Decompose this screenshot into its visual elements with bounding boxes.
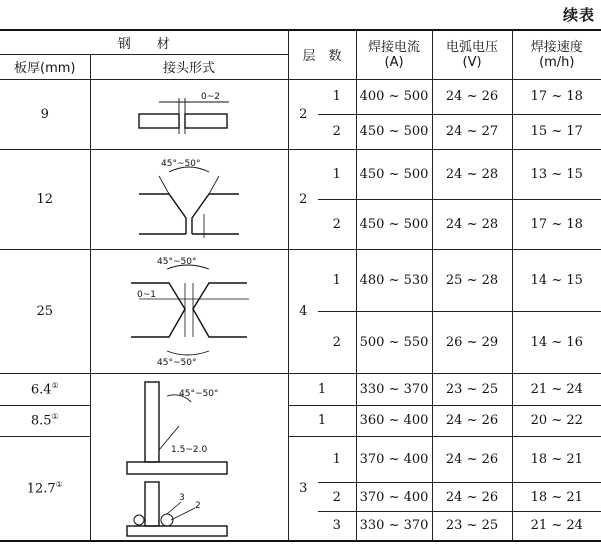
thickness-cell: [0, 436, 90, 541]
pass-number: 2: [318, 114, 356, 149]
voltage-cell: 24 ~ 26: [432, 483, 512, 512]
current-cell: 360 ~ 400: [356, 405, 432, 436]
pass-label-3: 3: [179, 492, 185, 503]
voltage-cell: 24 ~ 26: [432, 79, 512, 114]
thickness-cell: [0, 405, 90, 436]
thickness-header: 板厚(mm): [0, 54, 90, 79]
current-header-unit: (A): [384, 54, 404, 70]
current-cell: 450 ~ 500: [356, 114, 432, 149]
speed-cell: 18 ~ 21: [512, 483, 601, 512]
speed-header: [512, 30, 601, 79]
voltage-cell: 26 ~ 29: [432, 311, 512, 373]
voltage-cell: 23 ~ 25: [432, 373, 512, 405]
thickness-cell: [0, 373, 90, 405]
current-cell: 450 ~ 500: [356, 199, 432, 249]
pass-number: 1: [318, 249, 356, 311]
current-header: [356, 30, 432, 79]
pass-label-2: 2: [195, 500, 201, 511]
current-cell: 480 ~ 530: [356, 249, 432, 311]
pass-number: 3: [318, 512, 356, 541]
speed-cell: 21 ~ 24: [512, 512, 601, 541]
steel-header: 钢 材: [0, 30, 288, 54]
current-cell: 450 ~ 500: [356, 149, 432, 199]
joint-diagram-cell: [90, 79, 288, 149]
layers-cell: 4: [288, 249, 318, 373]
speed-header-unit: (m/h): [539, 54, 575, 70]
current-cell: 330 ~ 370: [356, 373, 432, 405]
speed-cell: 15 ~ 17: [512, 114, 601, 149]
joint-diagram-v-groove: [129, 154, 249, 244]
layers-cell: 2: [288, 79, 318, 149]
thickness-cell: 25: [0, 249, 90, 373]
pass-number: 1: [318, 79, 356, 114]
voltage-cell: 24 ~ 28: [432, 199, 512, 249]
pass-number: 2: [318, 311, 356, 373]
speed-cell: 13 ~ 15: [512, 149, 601, 199]
leg-label: 1.5~2.0: [171, 444, 208, 455]
thickness-cell: 12: [0, 149, 90, 249]
current-cell: 330 ~ 370: [356, 512, 432, 541]
voltage-cell: 25 ~ 28: [432, 249, 512, 311]
speed-cell: 14 ~ 15: [512, 249, 601, 311]
angle-label-bottom: 45°~50°: [157, 358, 197, 368]
joint-diagram-cell: [90, 373, 288, 541]
joint-diagram-square-butt: [129, 84, 249, 144]
voltage-header-unit: (V): [462, 54, 482, 70]
pass-number: 1: [318, 436, 356, 483]
gap-label: 0~2: [201, 92, 220, 102]
voltage-cell: 24 ~ 26: [432, 436, 512, 483]
current-header-label: 焊接电流: [368, 39, 421, 55]
angle-label: 45°~50°: [161, 159, 201, 169]
voltage-cell: 23 ~ 25: [432, 512, 512, 541]
angle-label: 45°~50°: [179, 388, 219, 399]
speed-cell: 17 ~ 18: [512, 199, 601, 249]
speed-header-label: 焊接速度: [530, 39, 583, 55]
layers-cell: 2: [288, 149, 318, 249]
voltage-cell: 24 ~ 28: [432, 149, 512, 199]
footnote-marker: ①: [55, 479, 63, 489]
angle-label-top: 45°~50°: [157, 257, 197, 267]
current-cell: 500 ~ 550: [356, 311, 432, 373]
voltage-cell: 24 ~ 27: [432, 114, 512, 149]
thickness-cell: 9: [0, 79, 90, 149]
layers-cell: 1: [288, 373, 356, 405]
gap-label: 0~1: [137, 290, 156, 300]
footnote-marker: ①: [51, 380, 59, 390]
speed-cell: 21 ~ 24: [512, 373, 601, 405]
layers-header: 层 数: [288, 30, 356, 79]
thickness-value: 6.4: [30, 382, 52, 398]
speed-cell: 14 ~ 16: [512, 311, 601, 373]
current-cell: 370 ~ 400: [356, 483, 432, 512]
layers-cell: 3: [288, 436, 318, 541]
footnote-marker: ①: [51, 412, 59, 422]
pass-number: 2: [318, 199, 356, 249]
joint-diagram-cell: [90, 249, 288, 373]
thickness-value: 12.7: [26, 481, 56, 497]
current-cell: 370 ~ 400: [356, 436, 432, 483]
layers-cell: 1: [288, 405, 356, 436]
pass-number: 1: [318, 149, 356, 199]
voltage-header: [432, 30, 512, 79]
speed-cell: 18 ~ 21: [512, 436, 601, 483]
thickness-value: 8.5: [30, 413, 52, 429]
speed-cell: 20 ~ 22: [512, 405, 601, 436]
joint-header: 接头形式: [90, 54, 288, 79]
current-cell: 400 ~ 500: [356, 79, 432, 114]
speed-cell: 17 ~ 18: [512, 79, 601, 114]
joint-diagram-fillet: [119, 374, 259, 540]
joint-diagram-cell: [90, 149, 288, 249]
pass-number: 2: [318, 483, 356, 512]
voltage-header-label: 电弧电压: [446, 39, 499, 55]
welding-parameters-table: [0, 29, 601, 542]
voltage-cell: 24 ~ 26: [432, 405, 512, 436]
joint-diagram-x-groove: [119, 253, 259, 369]
continuation-label: 续表: [562, 6, 595, 24]
